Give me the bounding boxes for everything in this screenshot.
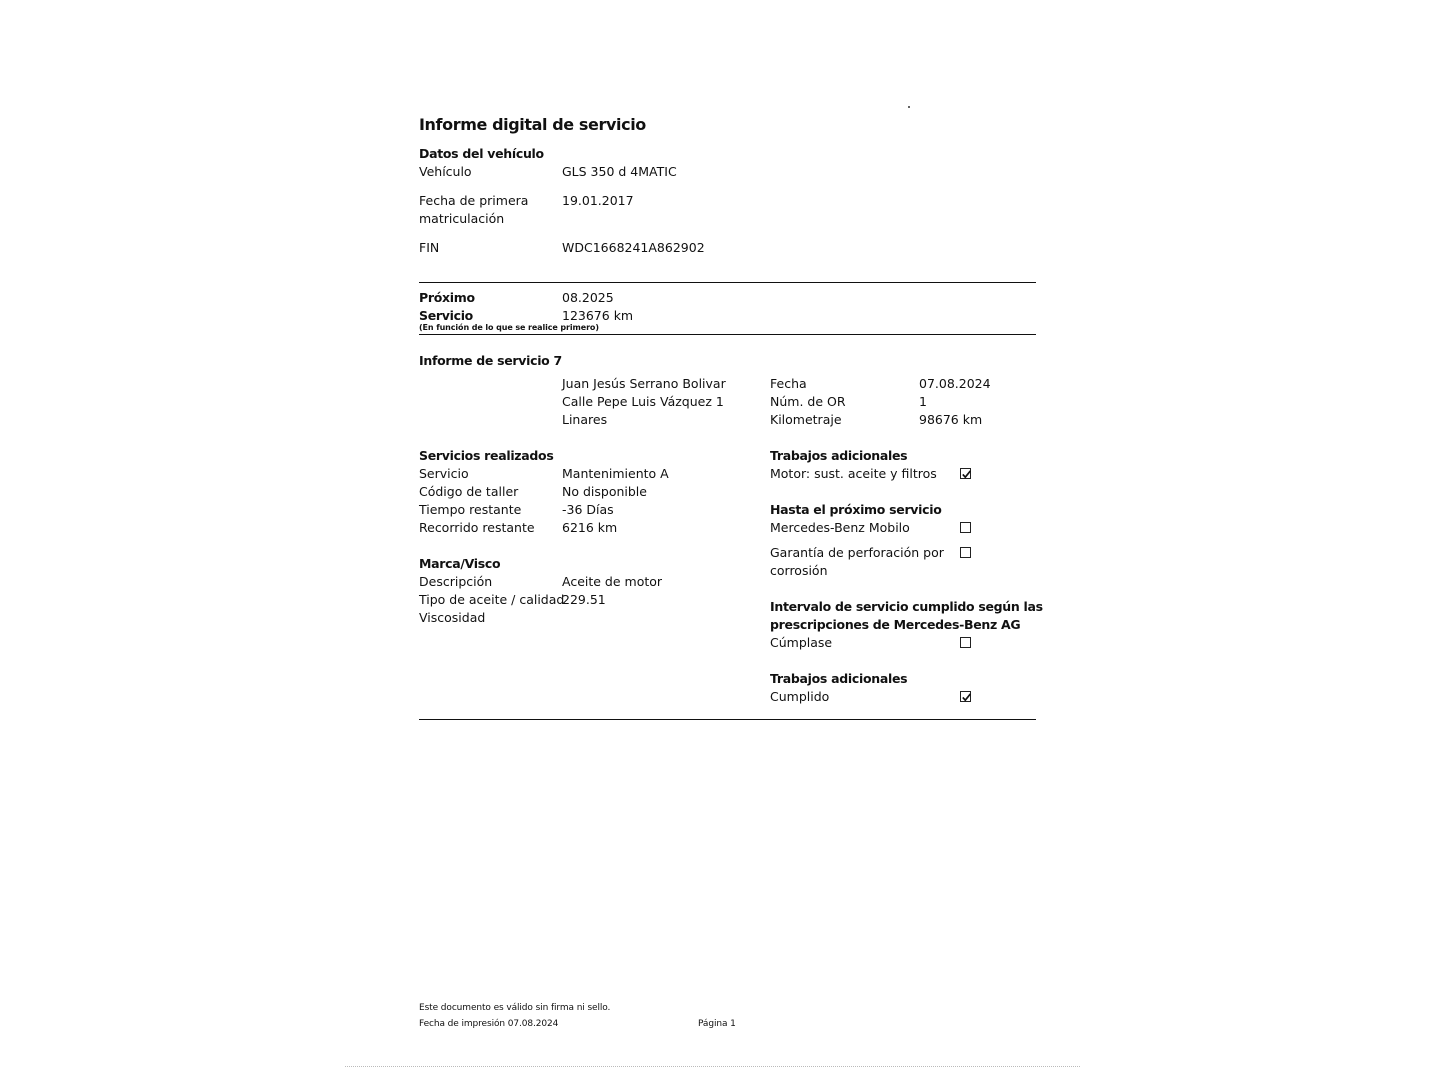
brand-row-value: Aceite de motor	[562, 574, 663, 589]
additional-work-item: Motor: sust. aceite y filtros	[770, 466, 937, 481]
customer-street: Calle Pepe Luis Vázquez 1	[562, 394, 724, 409]
brand-row-label: Viscosidad	[419, 610, 486, 625]
additional-work-2-heading: Trabajos adicionales	[770, 671, 908, 686]
brand-row-label: Descripción	[419, 574, 493, 589]
brand-row-label: Tipo de aceite / calidad	[419, 592, 565, 607]
corrosion-warranty-label: Garantía de perforación por	[770, 545, 944, 560]
additional-work-heading: Trabajos adicionales	[770, 448, 908, 463]
customer-name: Juan Jesús Serrano Bolivar	[562, 376, 726, 391]
check-mark-icon	[961, 692, 972, 703]
order-number-value: 1	[919, 394, 927, 409]
stray-mark	[908, 106, 910, 108]
service-row-value: 6216 km	[562, 520, 618, 535]
mileage-value: 98676 km	[919, 412, 983, 427]
mileage-label: Kilometraje	[770, 412, 842, 427]
brand-row-value: 229.51	[562, 592, 606, 607]
interval-heading: Intervalo de servicio cumplido según las	[770, 599, 1043, 614]
additional-work-2-item: Cumplido	[770, 689, 830, 704]
vehicle-section-heading: Datos del vehículo	[419, 146, 544, 161]
fin-label: FIN	[419, 240, 440, 255]
brand-heading: Marca/Visco	[419, 556, 501, 571]
additional-work-checkbox[interactable]	[960, 468, 971, 479]
service-row-value: Mantenimiento A	[562, 466, 669, 481]
divider-bottom	[419, 719, 1036, 720]
corrosion-warranty-checkbox[interactable]	[960, 547, 971, 558]
next-service-note: (En función de lo que se realice primero)	[419, 323, 599, 332]
first-registration-value: 19.01.2017	[562, 193, 634, 208]
order-number-label: Núm. de OR	[770, 394, 846, 409]
vehicle-value: GLS 350 d 4MATIC	[562, 164, 677, 179]
service-row-label: Recorrido restante	[419, 520, 535, 535]
check-mark-icon	[961, 469, 972, 480]
mobilo-label: Mercedes-Benz Mobilo	[770, 520, 910, 535]
next-service-label-line-2: Servicio	[419, 308, 473, 323]
services-heading: Servicios realizados	[419, 448, 554, 463]
fin-value: WDC1668241A862902	[562, 240, 705, 255]
report-date-value: 07.08.2024	[919, 376, 991, 391]
print-date: Fecha de impresión 07.08.2024	[419, 1019, 559, 1029]
page-number: Página 1	[698, 1019, 736, 1029]
scan-edge	[345, 1066, 1080, 1067]
interval-heading-line-2: prescripciones de Mercedes-Benz AG	[770, 617, 1021, 632]
service-row-value: No disponible	[562, 484, 647, 499]
interval-item-label: Cúmplase	[770, 635, 833, 650]
next-service-date: 08.2025	[562, 290, 614, 305]
until-next-service-heading: Hasta el próximo servicio	[770, 502, 942, 517]
first-registration-label: Fecha de primera	[419, 193, 529, 208]
service-row-label: Servicio	[419, 466, 469, 481]
vehicle-label: Vehículo	[419, 164, 472, 179]
validity-note: Este documento es válido sin firma ni sello.	[419, 1003, 611, 1013]
next-service-label: Próximo	[419, 290, 475, 305]
additional-work-2-checkbox[interactable]	[960, 691, 971, 702]
customer-city: Linares	[562, 412, 608, 427]
interval-checkbox[interactable]	[960, 637, 971, 648]
page-title: Informe digital de servicio	[419, 115, 646, 134]
corrosion-warranty-label-line-2: corrosión	[770, 563, 828, 578]
service-row-label: Tiempo restante	[419, 502, 522, 517]
service-report-heading: Informe de servicio 7	[419, 353, 562, 368]
divider-middle	[419, 334, 1036, 335]
next-service-km: 123676 km	[562, 308, 634, 323]
service-row-label: Código de taller	[419, 484, 519, 499]
first-registration-label-line-2: matriculación	[419, 211, 505, 226]
divider-top	[419, 282, 1036, 283]
service-row-value: -36 Días	[562, 502, 614, 517]
report-date-label: Fecha	[770, 376, 807, 391]
mobilo-checkbox[interactable]	[960, 522, 971, 533]
